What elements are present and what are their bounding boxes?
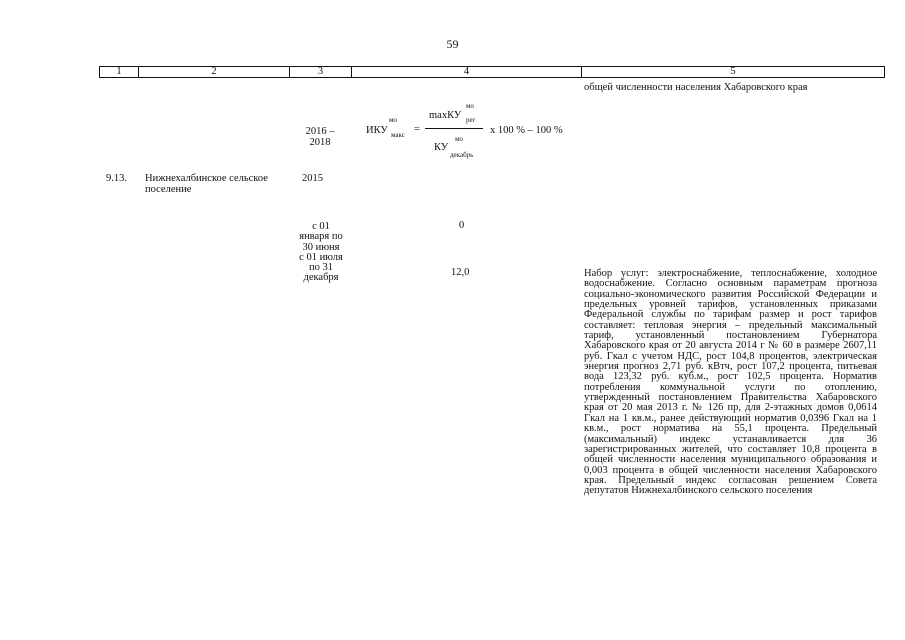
period-first-half: с 01 января по 30 июня xyxy=(299,221,343,253)
col-2: 2 xyxy=(139,67,290,78)
formula-years: 2016 – 2018 xyxy=(305,126,335,148)
continuation-text: общей численности населения Хабаровского края xyxy=(584,82,808,93)
lhs-superscript: мо xyxy=(389,116,397,124)
period-cell xyxy=(296,222,346,284)
equals-sign: = xyxy=(414,124,420,135)
denominator-subscript: декабрь xyxy=(450,151,474,159)
numerator-subscript: рег xyxy=(466,116,476,124)
index-value-second-half: 12,0 xyxy=(451,267,470,278)
row-number: 9.13. xyxy=(106,173,127,184)
lhs-symbol: ИКУ xyxy=(366,125,388,136)
numerator-superscript: мо xyxy=(466,102,474,110)
col-4: 4 xyxy=(352,67,582,78)
col-3: 3 xyxy=(290,67,352,78)
formula-tail: x 100 % – 100 % xyxy=(490,125,563,136)
row-year: 2015 xyxy=(302,173,323,184)
formula xyxy=(366,101,586,163)
col-5: 5 xyxy=(582,67,885,78)
services-description: Набор услуг: электроснабжение, теплоснабжение, холодное водоснабжение. Согласно основным параметрам прогноза социально-экономического развития Российской Федерации и предельных уровней тарифов, установленных приказами Федеральной службы по тарифам размер и рост тарифов составляет: тепловая энергия – предельный максимальный тариф, установленный постановлением Губернатора Хабаровского края от 20 августа 2014 г № 60 в размере 2607,11 руб. Гкал с учетом НДС, рост 104,8 процентов, электрическая энергия прогноз 2,71 руб. кВтч, рост 107,2 процента, питьевая вода 123,32 руб. куб.м., рост 102,5 процента. Норматив потребления коммунальной услуги по отоплению, утвержденный постановлением Правительства Хабаровского края от 20 мая 2013 г. № 126 пр, для 2-этажных домов 0,0614 Гкал на 1 кв.м., ранее действующий норматив 0,0396 Гкал на 1 кв.м., рост норматива на 55,1 процента. Предельный (максимальный) индекс устанавливается для 36 зарегистрированных жителей, что составляет 10,8 процента в общей численности населения муниципального образования и 0,003 процента в общей численности населения Хабаровского края. Предельный индекс согласован решением Совета депутатов Нижнехалбинского сельского поселения xyxy=(584,268,877,497)
denominator-superscript: мо xyxy=(455,135,463,143)
index-value-first-half: 0 xyxy=(459,220,465,231)
fraction-line xyxy=(425,128,483,129)
col-1: 1 xyxy=(100,67,139,78)
lhs-subscript: макс xyxy=(391,131,405,139)
page-number: 59 xyxy=(446,37,459,51)
denominator-symbol: КУ xyxy=(434,142,449,153)
numerator-symbol: maxКУ xyxy=(429,110,462,121)
settlement-name: Нижнехалбинское сельское поселение xyxy=(145,173,268,195)
column-number-header xyxy=(99,66,885,78)
period-second-half: с 01 июля по 31 декабря xyxy=(299,251,343,284)
